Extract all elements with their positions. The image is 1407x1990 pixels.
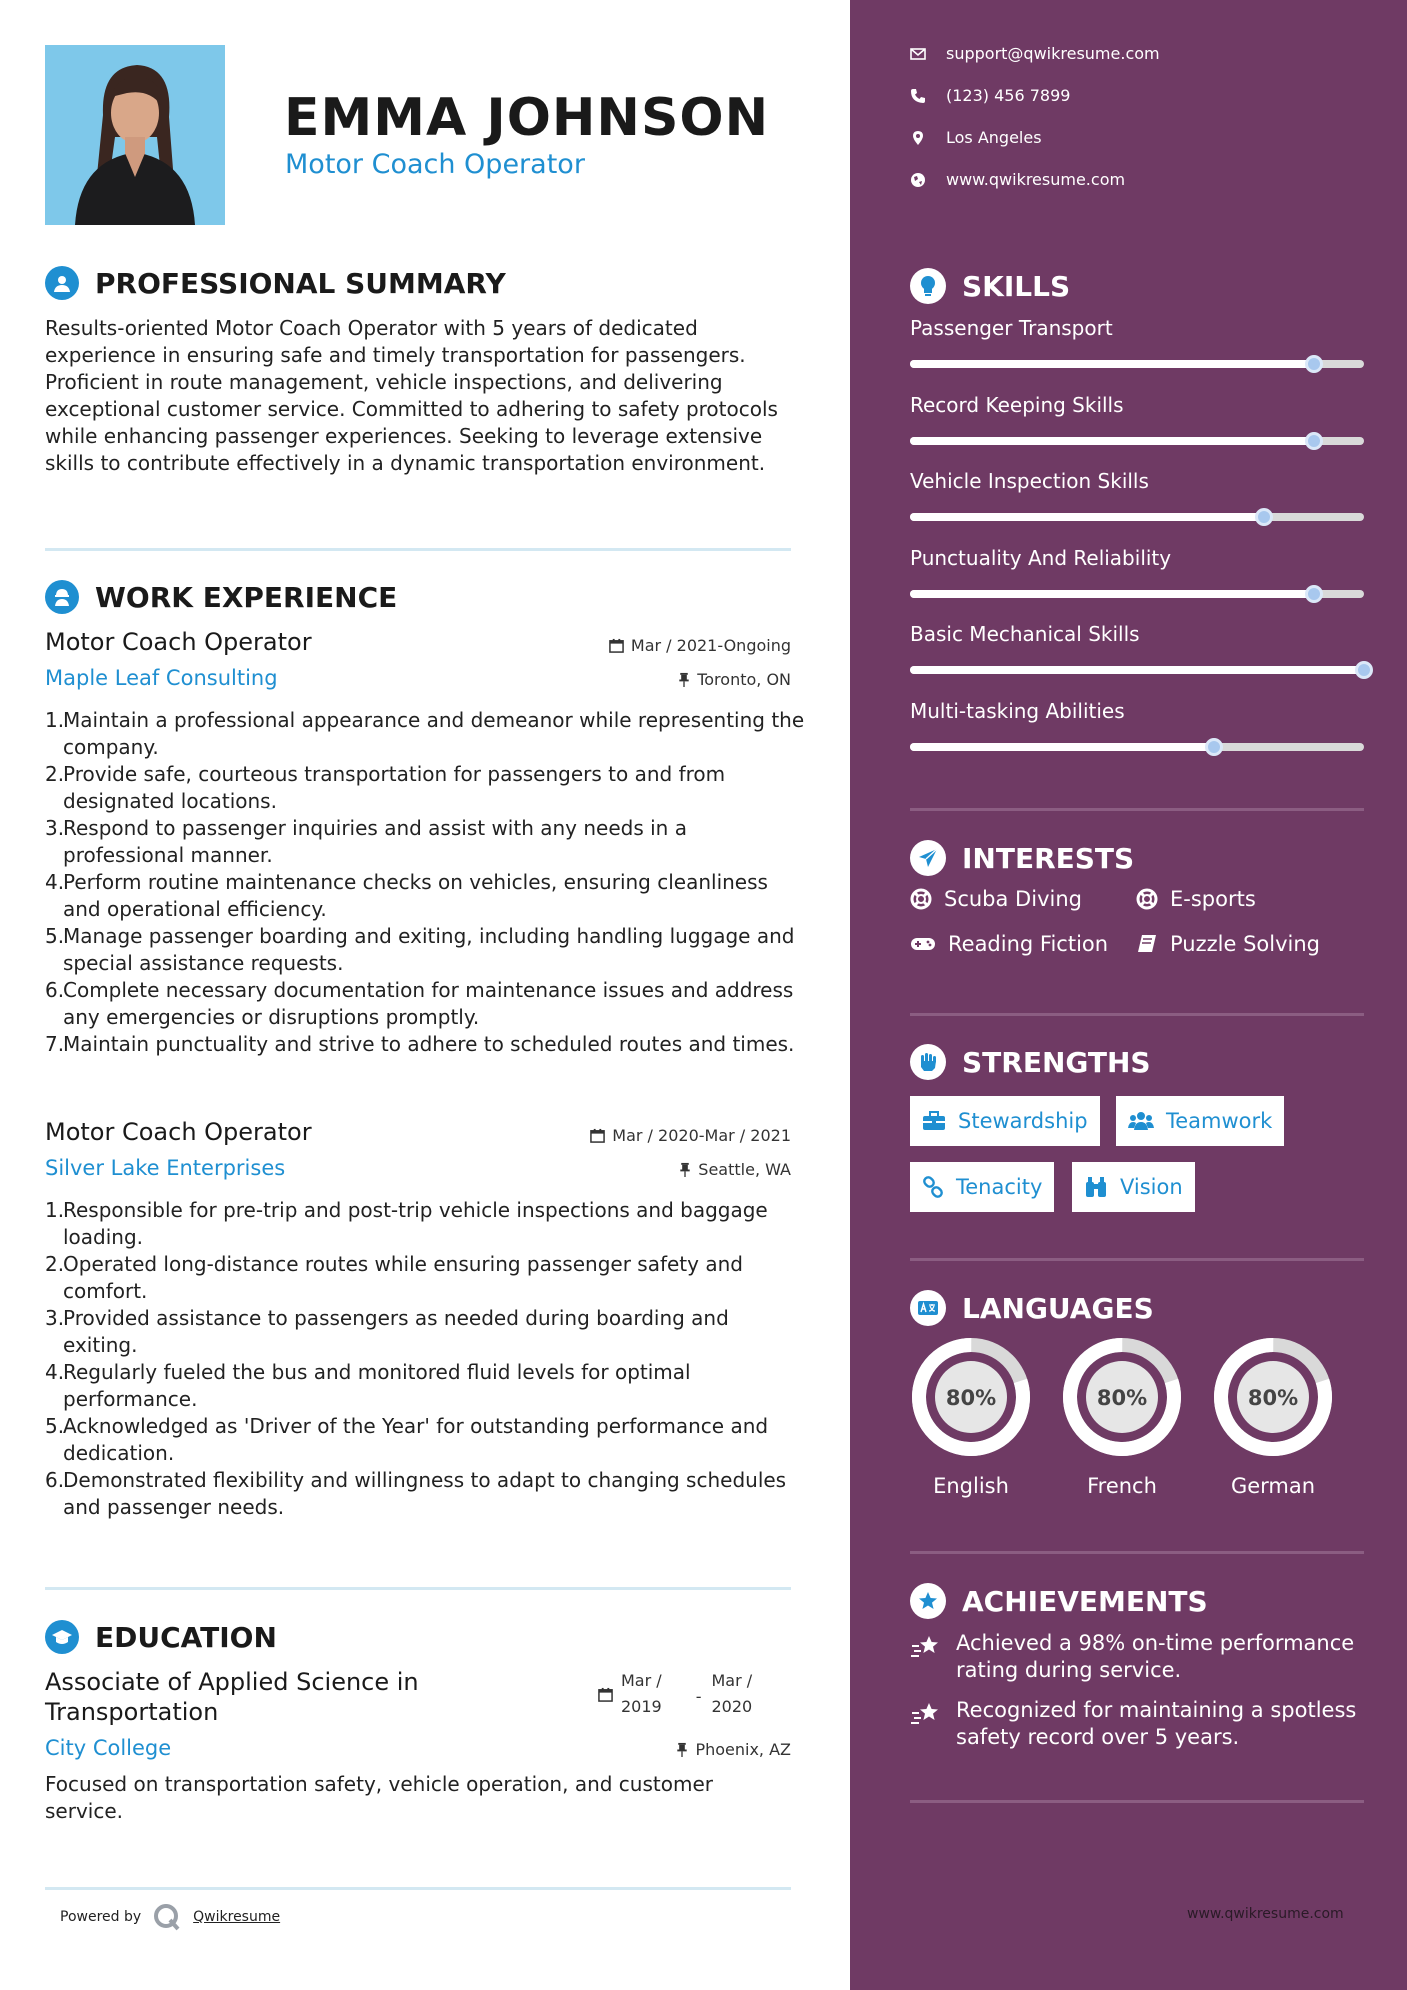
- skill-bar: [910, 590, 1364, 598]
- skill-label: Vehicle Inspection Skills: [910, 469, 1149, 493]
- map-pin-icon: [910, 130, 926, 146]
- list-item: [45, 869, 805, 923]
- summary-title: PROFESSIONAL SUMMARY: [95, 266, 506, 300]
- item-text: Acknowledged as 'Driver of the Year' for outstanding performance and dedication.: [63, 1414, 769, 1465]
- list-item: [45, 815, 805, 869]
- pin-icon: [678, 672, 690, 687]
- interest-label: E-sports: [1170, 887, 1256, 911]
- strength-label: Vision: [1120, 1175, 1183, 1199]
- company-name: Maple Leaf Consulting: [45, 666, 278, 690]
- lifebuoy-icon: [910, 888, 932, 910]
- list-item: [45, 1467, 805, 1521]
- qwikresume-link[interactable]: Qwikresume: [193, 1909, 281, 1925]
- powered-by-label: Powered by: [60, 1909, 142, 1925]
- language-ring: [1061, 1336, 1183, 1458]
- job-dates: [590, 1126, 791, 1145]
- item-number: 7.: [45, 1032, 65, 1056]
- item-text: Complete necessary documentation for maintenance issues and address any emergencies or disruptions promptly.: [63, 978, 794, 1029]
- item-number: 3.: [45, 1306, 65, 1330]
- strength-label: Tenacity: [956, 1175, 1043, 1199]
- item-number: 3.: [45, 816, 65, 840]
- start-year: 2019: [621, 1697, 662, 1716]
- language-ring: [1212, 1336, 1334, 1458]
- book-icon: [1136, 933, 1158, 955]
- envelope-icon: [910, 48, 926, 60]
- list-item: [45, 1413, 805, 1467]
- languages-heading: [910, 1290, 1154, 1326]
- interests-heading: [910, 840, 1134, 876]
- job-responsibilities: [45, 707, 805, 1058]
- education-location: [676, 1740, 791, 1759]
- location-text: Los Angeles: [946, 128, 1042, 147]
- calendar-icon: [590, 1128, 605, 1143]
- achievement-text: Achieved a 98% on-time performance rating during service.: [956, 1631, 1355, 1682]
- job-responsibilities: [45, 1197, 805, 1521]
- language-percent: 80%: [1096, 1386, 1148, 1410]
- achievement-text: Recognized for maintaining a spotless safety record over 5 years.: [956, 1698, 1357, 1749]
- skill-label: Passenger Transport: [910, 316, 1113, 340]
- item-text: Provide safe, courteous transportation for passengers to and from designated locations.: [63, 762, 726, 813]
- job-title: Motor Coach Operator: [45, 1118, 312, 1146]
- achievements-heading: [910, 1583, 1208, 1619]
- calendar-icon: [609, 638, 624, 653]
- degree-line-1: Associate of Applied Science in: [45, 1668, 419, 1696]
- item-number: 1.: [45, 1198, 65, 1222]
- list-item: [45, 1359, 805, 1413]
- interest-item: [910, 932, 1108, 956]
- divider: [910, 1551, 1364, 1554]
- skill-bar-fill: [910, 666, 1364, 674]
- language-name: German: [1230, 1474, 1316, 1498]
- skill-bar: [910, 666, 1364, 674]
- skill-bar: [910, 437, 1364, 445]
- summary-heading: [45, 266, 506, 300]
- job-dates-text: Mar / 2020-Mar / 2021: [612, 1126, 791, 1145]
- skill-bar-fill: [910, 437, 1314, 445]
- item-number: 6.: [45, 1468, 65, 1492]
- phone-text: (123) 456 7899: [946, 86, 1071, 105]
- translate-icon: [910, 1290, 946, 1326]
- pin-icon: [676, 1742, 688, 1757]
- skill-label: Multi-tasking Abilities: [910, 698, 1125, 723]
- item-text: Demonstrated flexibility and willingness to adapt to changing schedules and passenger needs.: [63, 1468, 787, 1519]
- skill-bar-knob: [1305, 432, 1323, 450]
- divider: [45, 548, 791, 551]
- interest-label: Reading Fiction: [948, 932, 1109, 956]
- item-text: Operated long-distance routes while ensuring passenger safety and comfort.: [63, 1252, 743, 1303]
- achievement-item: [910, 1630, 1370, 1684]
- interest-item: [910, 887, 1082, 911]
- language-percent: 80%: [1247, 1386, 1299, 1410]
- list-item: [45, 977, 805, 1031]
- candidate-name: EMMA JOHNSON: [284, 88, 770, 148]
- fist-icon: [910, 1044, 946, 1080]
- star-badge-icon: [910, 1583, 946, 1619]
- divider: [910, 1258, 1364, 1261]
- start-date: [621, 1668, 662, 1720]
- item-text: Maintain punctuality and strive to adhere to scheduled routes and times.: [63, 1032, 795, 1056]
- shooting-star-icon: [910, 1634, 942, 1660]
- item-text: Regularly fueled the bus and monitored fluid levels for optimal performance.: [63, 1360, 691, 1411]
- item-text: Manage passenger boarding and exiting, including handling luggage and special assistance requests.: [63, 924, 795, 975]
- item-number: 5.: [45, 1414, 65, 1438]
- divider: [910, 1800, 1364, 1803]
- lightbulb-icon: [910, 268, 946, 304]
- job-location-text: Toronto, ON: [697, 670, 791, 689]
- language-ring: [910, 1336, 1032, 1458]
- user-icon: [45, 266, 79, 300]
- lifebuoy-icon: [1136, 888, 1158, 910]
- phone-icon: [910, 88, 926, 104]
- interest-label: Puzzle Solving: [1170, 932, 1320, 956]
- strength-tag: [1116, 1096, 1284, 1146]
- users-icon: [1128, 1111, 1154, 1131]
- item-number: 6.: [45, 978, 65, 1002]
- divider: [910, 1013, 1364, 1016]
- date-separator: -: [695, 1686, 702, 1706]
- skill-bar-fill: [910, 360, 1314, 368]
- experience-heading: [45, 580, 397, 614]
- strength-tag: [910, 1096, 1100, 1146]
- achievements-title: ACHIEVEMENTS: [962, 1584, 1208, 1618]
- divider: [910, 808, 1364, 811]
- list-item: [45, 707, 805, 761]
- item-text: Perform routine maintenance checks on vehicles, ensuring cleanliness and operational efficiency.: [63, 870, 768, 921]
- strengths-title: STRENGTHS: [962, 1045, 1151, 1079]
- item-number: 2.: [45, 762, 65, 786]
- list-item: [45, 1305, 805, 1359]
- end-year: 2020: [711, 1697, 753, 1716]
- education-description: Focused on transportation safety, vehicle operation, and customer service.: [45, 1772, 713, 1823]
- skills-heading: [910, 268, 1070, 304]
- languages-title: LANGUAGES: [962, 1291, 1154, 1325]
- contact-website: [910, 170, 1125, 189]
- education-heading: [45, 1620, 277, 1654]
- paper-plane-icon: [910, 840, 946, 876]
- skill-bar-fill: [910, 590, 1314, 598]
- skill-bar: [910, 513, 1364, 521]
- experience-title: WORK EXPERIENCE: [95, 580, 398, 614]
- graduation-cap-icon: [45, 1620, 79, 1654]
- skills-title: SKILLS: [962, 269, 1071, 303]
- briefcase-icon: [922, 1111, 946, 1131]
- summary-text: Results-oriented Motor Coach Operator with 5 years of dedicated experience in ensuring safe and timely transportation for passengers. Proficient in route management, vehicle inspections, and delivering exceptional customer service. Committed to adhering to safety protocols while enhancing passenger experiences. Seeking to leverage extensive skills to contribute effectively in a dynamic transportation environment.: [45, 316, 778, 475]
- item-text: Responsible for pre-trip and post-trip vehicle inspections and baggage loading.: [63, 1198, 768, 1249]
- footer-website: www.qwikresume.com: [1187, 1906, 1344, 1922]
- qwikresume-logo-icon: [153, 1903, 181, 1931]
- strength-label: Stewardship: [958, 1109, 1088, 1133]
- job-title: Motor Coach Operator: [45, 628, 312, 656]
- job-dates: [609, 636, 791, 655]
- contact-phone: [910, 86, 1070, 105]
- strength-tag: [1072, 1162, 1195, 1212]
- pin-icon: [679, 1162, 691, 1177]
- skill-label: Basic Mechanical Skills: [910, 622, 1140, 646]
- language-item: [1061, 1336, 1183, 1498]
- item-text: Respond to passenger inquiries and assist with any needs in a professional manner.: [63, 816, 687, 867]
- language-item: [910, 1336, 1032, 1498]
- degree-line-2: Transportation: [45, 1698, 219, 1726]
- contact-location: [910, 128, 1042, 147]
- list-item: [45, 1031, 805, 1058]
- skill-bar: [910, 743, 1364, 751]
- education-location-text: Phoenix, AZ: [695, 1740, 791, 1759]
- language-name: English: [933, 1474, 1009, 1498]
- skill-bar-knob: [1355, 661, 1373, 679]
- skill-bar-fill: [910, 513, 1264, 521]
- item-number: 5.: [45, 924, 65, 948]
- interest-item: [1136, 932, 1320, 956]
- candidate-title: Motor Coach Operator: [285, 149, 585, 180]
- powered-by: [60, 1903, 280, 1931]
- company-name: Silver Lake Enterprises: [45, 1156, 286, 1180]
- job-location: [678, 670, 791, 689]
- link-icon: [922, 1176, 944, 1198]
- divider: [45, 1587, 791, 1590]
- achievement-item: [910, 1697, 1370, 1751]
- language-item: [1212, 1336, 1334, 1498]
- footer-divider: [45, 1887, 791, 1890]
- profile-photo: [45, 45, 225, 225]
- skill-bar-knob: [1305, 585, 1323, 603]
- interests-title: INTERESTS: [962, 841, 1135, 875]
- skill-label: Punctuality And Reliability: [910, 545, 1172, 570]
- list-item: [45, 761, 805, 815]
- interest-label: Scuba Diving: [944, 887, 1082, 911]
- skill-bar: [910, 360, 1364, 368]
- item-number: 2.: [45, 1252, 65, 1276]
- calendar-icon: [598, 1687, 613, 1702]
- skill-bar-knob: [1205, 738, 1223, 756]
- list-item: [45, 1197, 805, 1251]
- item-text: Maintain a professional appearance and demeanor while representing the company.: [63, 708, 805, 759]
- list-item: [45, 923, 805, 977]
- contact-email: [910, 44, 1160, 63]
- item-text: Provided assistance to passengers as needed during boarding and exiting.: [63, 1306, 729, 1357]
- interest-item: [1136, 887, 1256, 911]
- shooting-star-icon: [910, 1701, 942, 1727]
- language-percent: 80%: [945, 1386, 997, 1410]
- gamepad-icon: [910, 936, 936, 952]
- end-date: [712, 1668, 753, 1720]
- website-text: www.qwikresume.com: [946, 170, 1126, 189]
- skill-bar-knob: [1305, 355, 1323, 373]
- end-month: Mar /: [711, 1671, 753, 1690]
- list-item: [45, 1251, 805, 1305]
- skill-label: Record Keeping Skills: [910, 392, 1124, 417]
- school-name: City College: [45, 1736, 172, 1760]
- education-dates: [598, 1668, 752, 1720]
- skill-bar-knob: [1255, 508, 1273, 526]
- job-location-text: Seattle, WA: [698, 1160, 791, 1179]
- education-title: EDUCATION: [95, 1620, 277, 1654]
- strengths-heading: [910, 1044, 1151, 1080]
- job-dates-text: Mar / 2021-Ongoing: [630, 636, 791, 655]
- strength-label: Teamwork: [1166, 1109, 1273, 1133]
- worker-icon: [45, 580, 79, 614]
- start-month: Mar /: [621, 1671, 662, 1690]
- skill-bar-fill: [910, 743, 1214, 751]
- binoculars-icon: [1084, 1176, 1108, 1198]
- job-location: [679, 1160, 791, 1179]
- language-name: French: [1087, 1474, 1157, 1498]
- item-number: 4.: [45, 1360, 65, 1384]
- email-text: support@qwikresume.com: [946, 44, 1160, 63]
- strength-tag: [910, 1162, 1054, 1212]
- globe-icon: [910, 172, 926, 188]
- item-number: 4.: [45, 870, 65, 894]
- item-number: 1.: [45, 708, 65, 732]
